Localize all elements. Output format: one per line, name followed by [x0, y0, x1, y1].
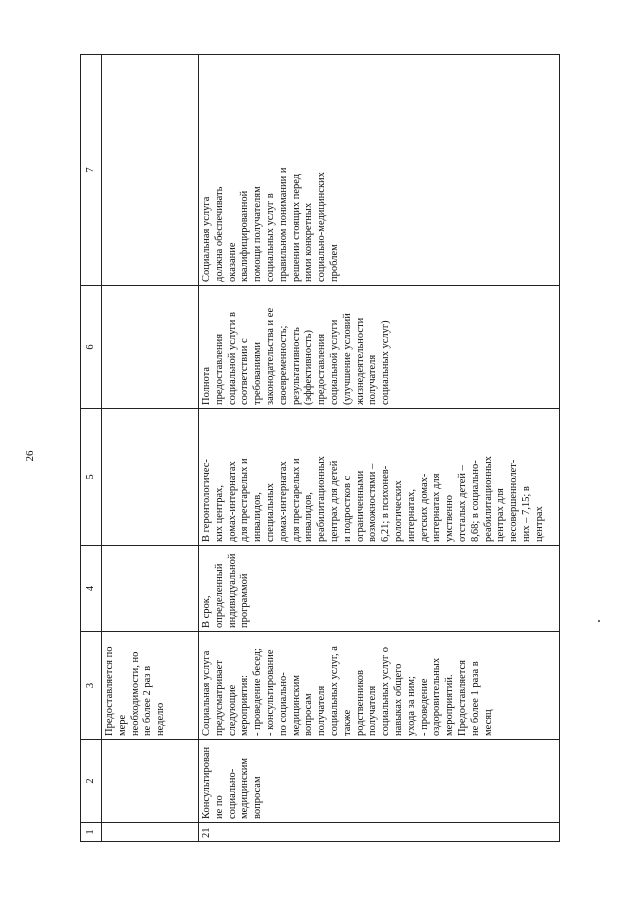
cell-21-tariff: В геронтологичес- ких центрах, домах-интернатах для престарелых и инвалидов, специальных домах-интернатах для престарелых и инвалидов, реабилитационных центрах для детей и подростков с ограниченными возможностями – 6,21; в психонев- рологических интернатах, детских домах- интернатах для умственно отсталых детей – 8,68; в социально- реабилитационных центрах для несовершеннолет- них – 7,15; в центрах — [199, 409, 560, 546]
cell-cont-7 — [102, 55, 199, 286]
services-table — [80, 54, 560, 842]
cell-cont-3: Предоставляется по мере необходимости, но не более 2 раз в неделю — [102, 632, 199, 740]
cell-21-number: 21 — [199, 823, 560, 842]
table-header-row — [81, 55, 102, 842]
cell-21-service-name: Консультирование по социально- медицинским вопросам — [199, 740, 560, 823]
cell-cont-4 — [102, 546, 199, 632]
cell-cont-1 — [102, 823, 199, 842]
header-col-2: 2 — [81, 740, 102, 823]
rotated-table-container — [80, 62, 560, 842]
cell-21-conditions: Социальная услуга должна обеспечивать оказание квалифицированной помощи получателям социальных услуг в правильном понимании и решении стоящих перед ними конкретных социально-медицинских проблем — [199, 55, 560, 286]
cell-cont-5 — [102, 409, 199, 546]
cell-21-quality-indicators: Полнота предоставления социальной услуги в соответствии с требованиями законодательства и ее своевременность; результативность (эффективность) предоставления социальной услуги (улучшение условий жизнедеятельности получателя социальных услуг) — [199, 286, 560, 409]
header-col-4: 4 — [81, 546, 102, 632]
header-col-7: 7 — [81, 55, 102, 286]
table-row-21 — [199, 55, 560, 842]
header-col-6: 6 — [81, 286, 102, 409]
cell-cont-2 — [102, 740, 199, 823]
cell-cont-6 — [102, 286, 199, 409]
cell-21-description: Социальная услуга предусматривает следующие мероприятия: - проведение бесед; - консультирование по социально- медицинским вопросам получателя социальных услуг, а также родственников получателя социальных услуг о навыках общего ухода за ним; - проведение оздоровительных мероприятий. Предоставляется не более 1 раза в месяц — [199, 632, 560, 740]
header-col-3: 3 — [81, 632, 102, 740]
cell-21-term: В срок, определенный индивидуальной программой — [199, 546, 560, 632]
scan-speck — [598, 620, 600, 622]
table-row-continuation — [102, 55, 199, 842]
page-number: 26 — [24, 450, 36, 462]
header-col-1: 1 — [81, 823, 102, 842]
header-col-5: 5 — [81, 409, 102, 546]
